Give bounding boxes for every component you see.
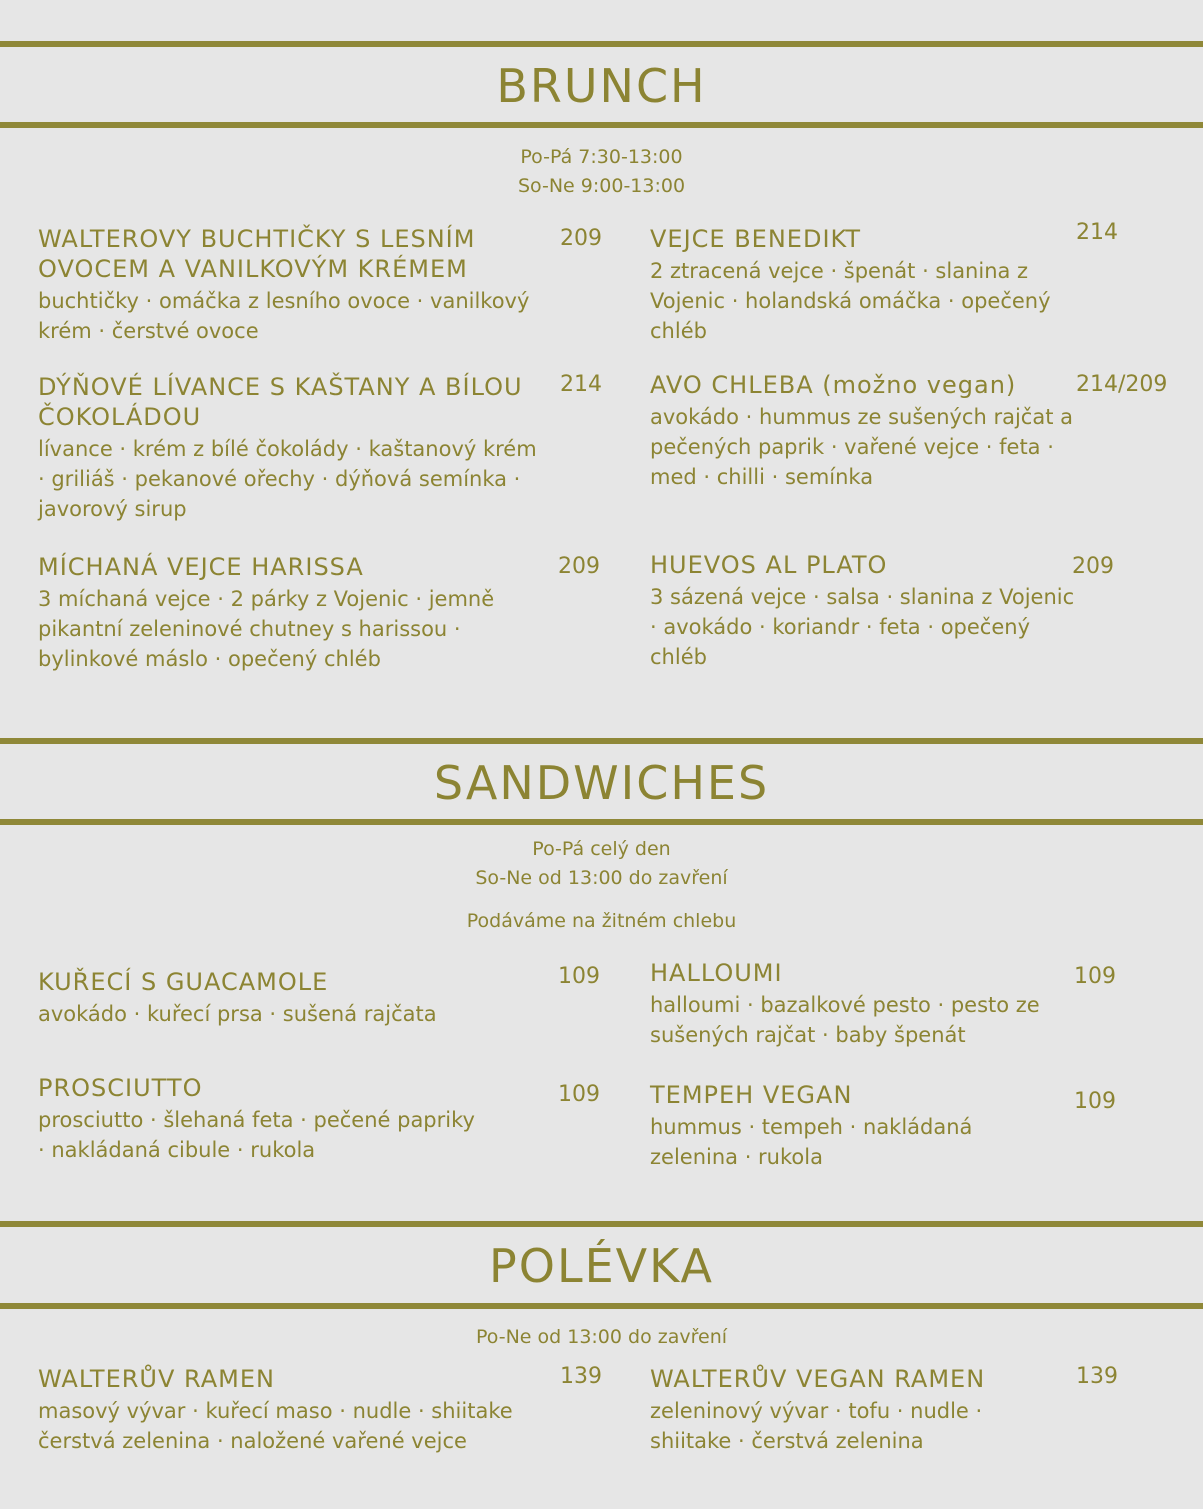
item-price: 109 (558, 964, 600, 989)
menu-item (650, 550, 1080, 672)
item-price: 109 (1074, 1089, 1116, 1114)
item-price: 214 (1076, 220, 1118, 245)
item-description: avokádo · kuřecí prsa · sušená rajčata (38, 1002, 437, 1026)
item-description: lívance · krém z bílé čokolády · kaštanový krém · griliáš · pekanové ořechy · dýňová semínka · javorový sirup (38, 437, 537, 521)
divider-rule (0, 41, 1203, 47)
item-price: 109 (1074, 964, 1116, 989)
item-description: halloumi · bazalkové pesto · pesto ze sušených rajčat · baby špenát (650, 993, 1040, 1047)
brunch-hours-weekday: Po-Pá 7:30-13:00 (520, 146, 683, 168)
divider-rule (0, 1221, 1203, 1227)
menu-item (38, 1364, 578, 1456)
menu-item (38, 372, 548, 524)
section-title-brunch: BRUNCH (496, 59, 707, 113)
menu-item (650, 958, 1130, 1050)
item-description: prosciutto · šlehaná feta · pečené papriky · nakládaná cibule · rukola (38, 1108, 475, 1162)
divider-rule (0, 819, 1203, 825)
item-description: hummus · tempeh · nakládaná zelenina · rukola (650, 1115, 973, 1169)
item-description: 3 sázená vejce · salsa · slanina z Vojenic · avokádo · koriandr · feta · opečený chléb (650, 585, 1075, 669)
sandwiches-hours-weekend: So-Ne od 13:00 do zavření (475, 867, 728, 889)
item-description: masový vývar · kuřecí maso · nudle · shiitake čerstvá zelenina · naložené vařené vejce (38, 1399, 513, 1453)
menu-item (38, 1073, 478, 1165)
brunch-hours-weekend: So-Ne 9:00-13:00 (517, 175, 686, 197)
polevka-hours: Po-Ne od 13:00 do zavření (475, 1326, 728, 1348)
item-name: WALTEROVY BUCHTIČKY S LESNÍM OVOCEM A VANILKOVÝM KRÉMEM (38, 225, 476, 283)
menu-item (38, 967, 548, 1029)
item-price: 209 (560, 226, 602, 251)
item-name: WALTERŮV RAMEN (38, 1365, 275, 1393)
item-description: avokádo · hummus ze sušených rajčat a pečených paprik · vařené vejce · feta · med · chilli · semínka (650, 405, 1073, 489)
divider-rule (0, 122, 1203, 128)
item-price: 209 (1072, 554, 1114, 579)
divider-rule (0, 738, 1203, 744)
menu-item (38, 224, 548, 346)
section-title-polevka: POLÉVKA (489, 1239, 714, 1293)
item-description: 2 ztracená vejce · špenát · slanina z Vojenic · holandská omáčka · opečený chléb (650, 259, 1051, 343)
item-name: VEJCE BENEDIKT (650, 225, 862, 253)
item-name: DÝŇOVÉ LÍVANCE S KAŠTANY A BÍLOU ČOKOLÁDOU (38, 373, 523, 431)
sandwiches-note: Podáváme na žitném chlebu (466, 910, 737, 932)
item-price: 214 (560, 372, 602, 397)
menu-item (650, 1364, 1040, 1456)
item-description: zeleninový vývar · tofu · nudle · shiitake · čerstvá zelenina (650, 1399, 983, 1453)
item-price: 209 (558, 554, 600, 579)
menu-item (38, 552, 548, 674)
item-price: 139 (560, 1364, 602, 1389)
item-name: PROSCIUTTO (38, 1074, 203, 1102)
item-name: TEMPEH VEGAN (650, 1081, 853, 1109)
menu-item (650, 370, 1080, 492)
item-name: AVO CHLEBA (možno vegan) (650, 371, 1017, 399)
item-price: 139 (1076, 1364, 1118, 1389)
menu-item (650, 224, 1080, 346)
item-name: KUŘECÍ S GUACAMOLE (38, 968, 329, 996)
divider-rule (0, 1303, 1203, 1309)
item-price: 109 (558, 1082, 600, 1107)
item-description: 3 míchaná vejce · 2 párky z Vojenic · jemně pikantní zeleninové chutney s harissou · bylinkové máslo · opečený chléb (38, 587, 495, 671)
item-name: HALLOUMI (650, 959, 783, 987)
section-title-sandwiches: SANDWICHES (433, 756, 770, 810)
item-name: HUEVOS AL PLATO (650, 551, 888, 579)
item-name: MÍCHANÁ VEJCE HARISSA (38, 553, 364, 581)
sandwiches-hours-weekday: Po-Pá celý den (532, 838, 671, 860)
item-name: WALTERŮV VEGAN RAMEN (650, 1365, 986, 1393)
item-price: 214/209 (1076, 372, 1168, 397)
menu-item (650, 1080, 1030, 1172)
item-description: buchtičky · omáčka z lesního ovoce · vanilkový krém · čerstvé ovoce (38, 289, 530, 343)
